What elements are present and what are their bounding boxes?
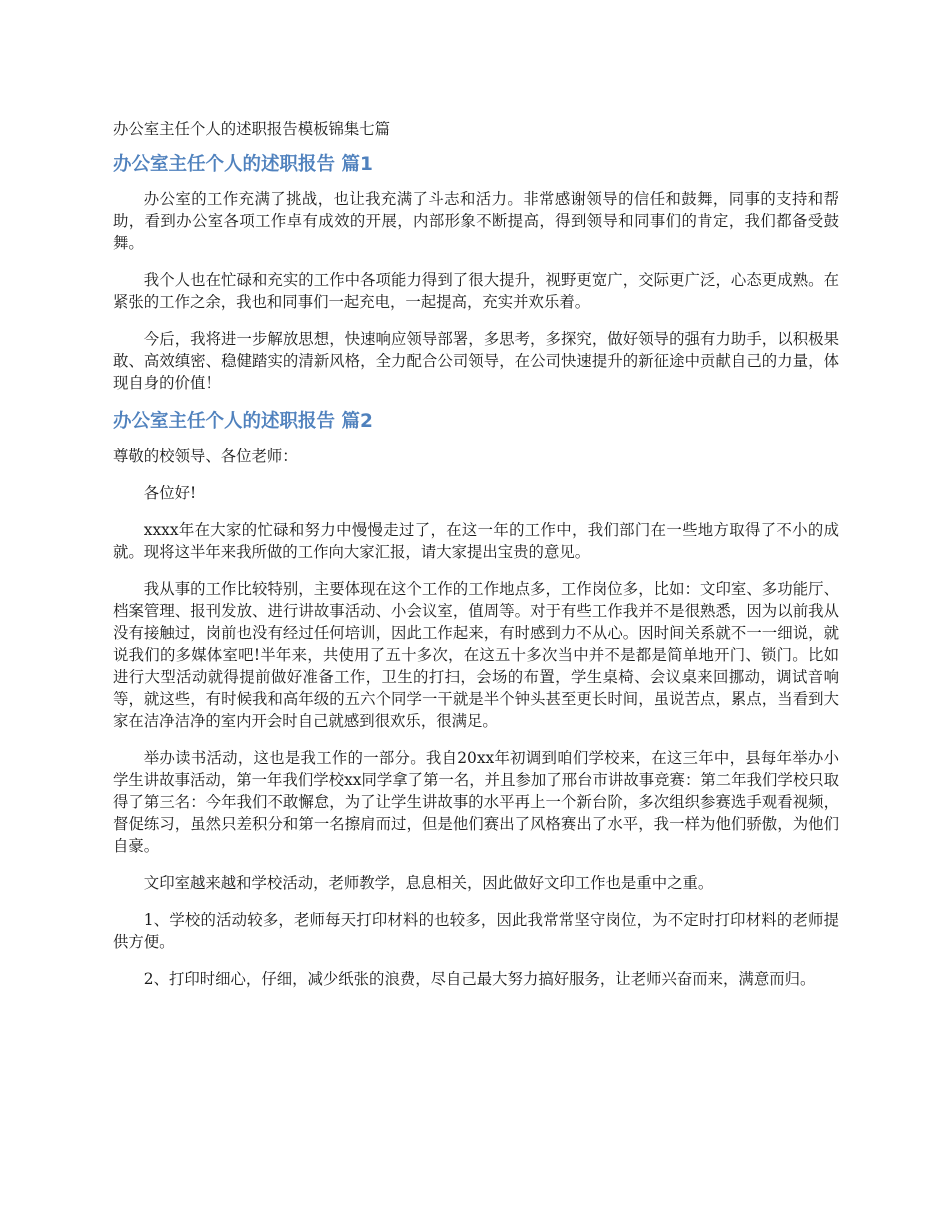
section-2-paragraph-2: 我从事的工作比较特别，主要体现在这个工作的工作地点多，工作岗位多，比如：文印室、多功能厅、档案管理、报刊发放、进行讲故事活动、小会议室，值周等。对于有些工作我并不是很熟悉，因为以前我从没有接触过，岗前也没有经过任何培训，因此工作起来，有时感到力不从心。因时间关系就不一一细说，就说我们的多媒体室吧!半年来，共使用了五十多次，在这五十多次当中并不是都是简单地开门、锁门。比如进行大型活动就得提前做好准备工作，卫生的打扫，会场的布置，学生桌椅、会议桌来回挪动，调试音响等，就这些，有时候我和高年级的五六个同学一干就是半个钟头甚至更长时间，虽说苦点，累点，当看到大家在洁净洁净的室内开会时自己就感到很欢乐，很满足。 bbox=[113, 580, 839, 730]
document-title: 办公室主任个人的述职报告模板锦集七篇 bbox=[113, 120, 391, 138]
section-2 bbox=[113, 409, 839, 990]
section-2-list-item-1: 1、学校的活动较多，老师每天打印材料的也较多，因此我常常坚守岗位，为不定时打印材料的老师提供方便。 bbox=[113, 911, 839, 951]
document-page bbox=[113, 118, 839, 1005]
section-2-heading: 办公室主任个人的述职报告 篇2 bbox=[113, 411, 373, 432]
section-2-paragraph-1: xxxx年在大家的忙碌和努力中慢慢走过了，在这一年的工作中，我们部门在一些地方取得了不小的成就。现将这半年来我所做的工作向大家汇报，请大家提出宝贵的意见。 bbox=[113, 521, 839, 561]
section-2-salutation: 尊敬的校领导、各位老师： bbox=[113, 447, 298, 465]
section-1 bbox=[113, 152, 839, 394]
section-1-paragraph-3: 今后，我将进一步解放思想，快速响应领导部署，多思考，多探究，做好领导的强有力助手，以积极果敢、高效缜密、稳健踏实的清新风格，全力配合公司领导，在公司快速提升的新征途中贡献自己的力量，体现自身的价值！ bbox=[113, 330, 839, 392]
section-2-paragraph-3: 举办读书活动，这也是我工作的一部分。我自20xx年初调到咱们学校来，在这三年中，县每年举办小学生讲故事活动，第一年我们学校xx同学拿了第一名，并且参加了邢台市讲故事竞赛：第二年我们学校只取得了第三名：今年我们不敢懈怠，为了让学生讲故事的水平再上一个新台阶，多次组织参赛选手观看视频，督促练习，虽然只差积分和第一名擦肩而过，但是他们赛出了风格赛出了水平，我一样为他们骄傲，为他们自豪。 bbox=[113, 749, 839, 855]
section-2-list-item-2: 2、打印时细心，仔细，减少纸张的浪费，尽自己最大努力搞好服务，让老师兴奋而来，满意而归。 bbox=[143, 970, 816, 988]
section-2-greeting: 各位好! bbox=[143, 484, 197, 502]
section-1-heading: 办公室主任个人的述职报告 篇1 bbox=[113, 154, 373, 175]
section-2-paragraph-4: 文印室越来越和学校活动，老师教学，息息相关，因此做好文印工作也是重中之重。 bbox=[143, 874, 714, 892]
section-1-paragraph-1: 办公室的工作充满了挑战，也让我充满了斗志和活力。非常感谢领导的信任和鼓舞，同事的支持和帮助，看到办公室各项工作卓有成效的开展，内部形象不断提高，得到领导和同事们的肯定，我们都备受鼓舞。 bbox=[113, 190, 839, 252]
section-1-paragraph-2: 我个人也在忙碌和充实的工作中各项能力得到了很大提升，视野更宽广，交际更广泛，心态更成熟。在紧张的工作之余，我也和同事们一起充电，一起提高，充实并欢乐着。 bbox=[113, 271, 839, 311]
